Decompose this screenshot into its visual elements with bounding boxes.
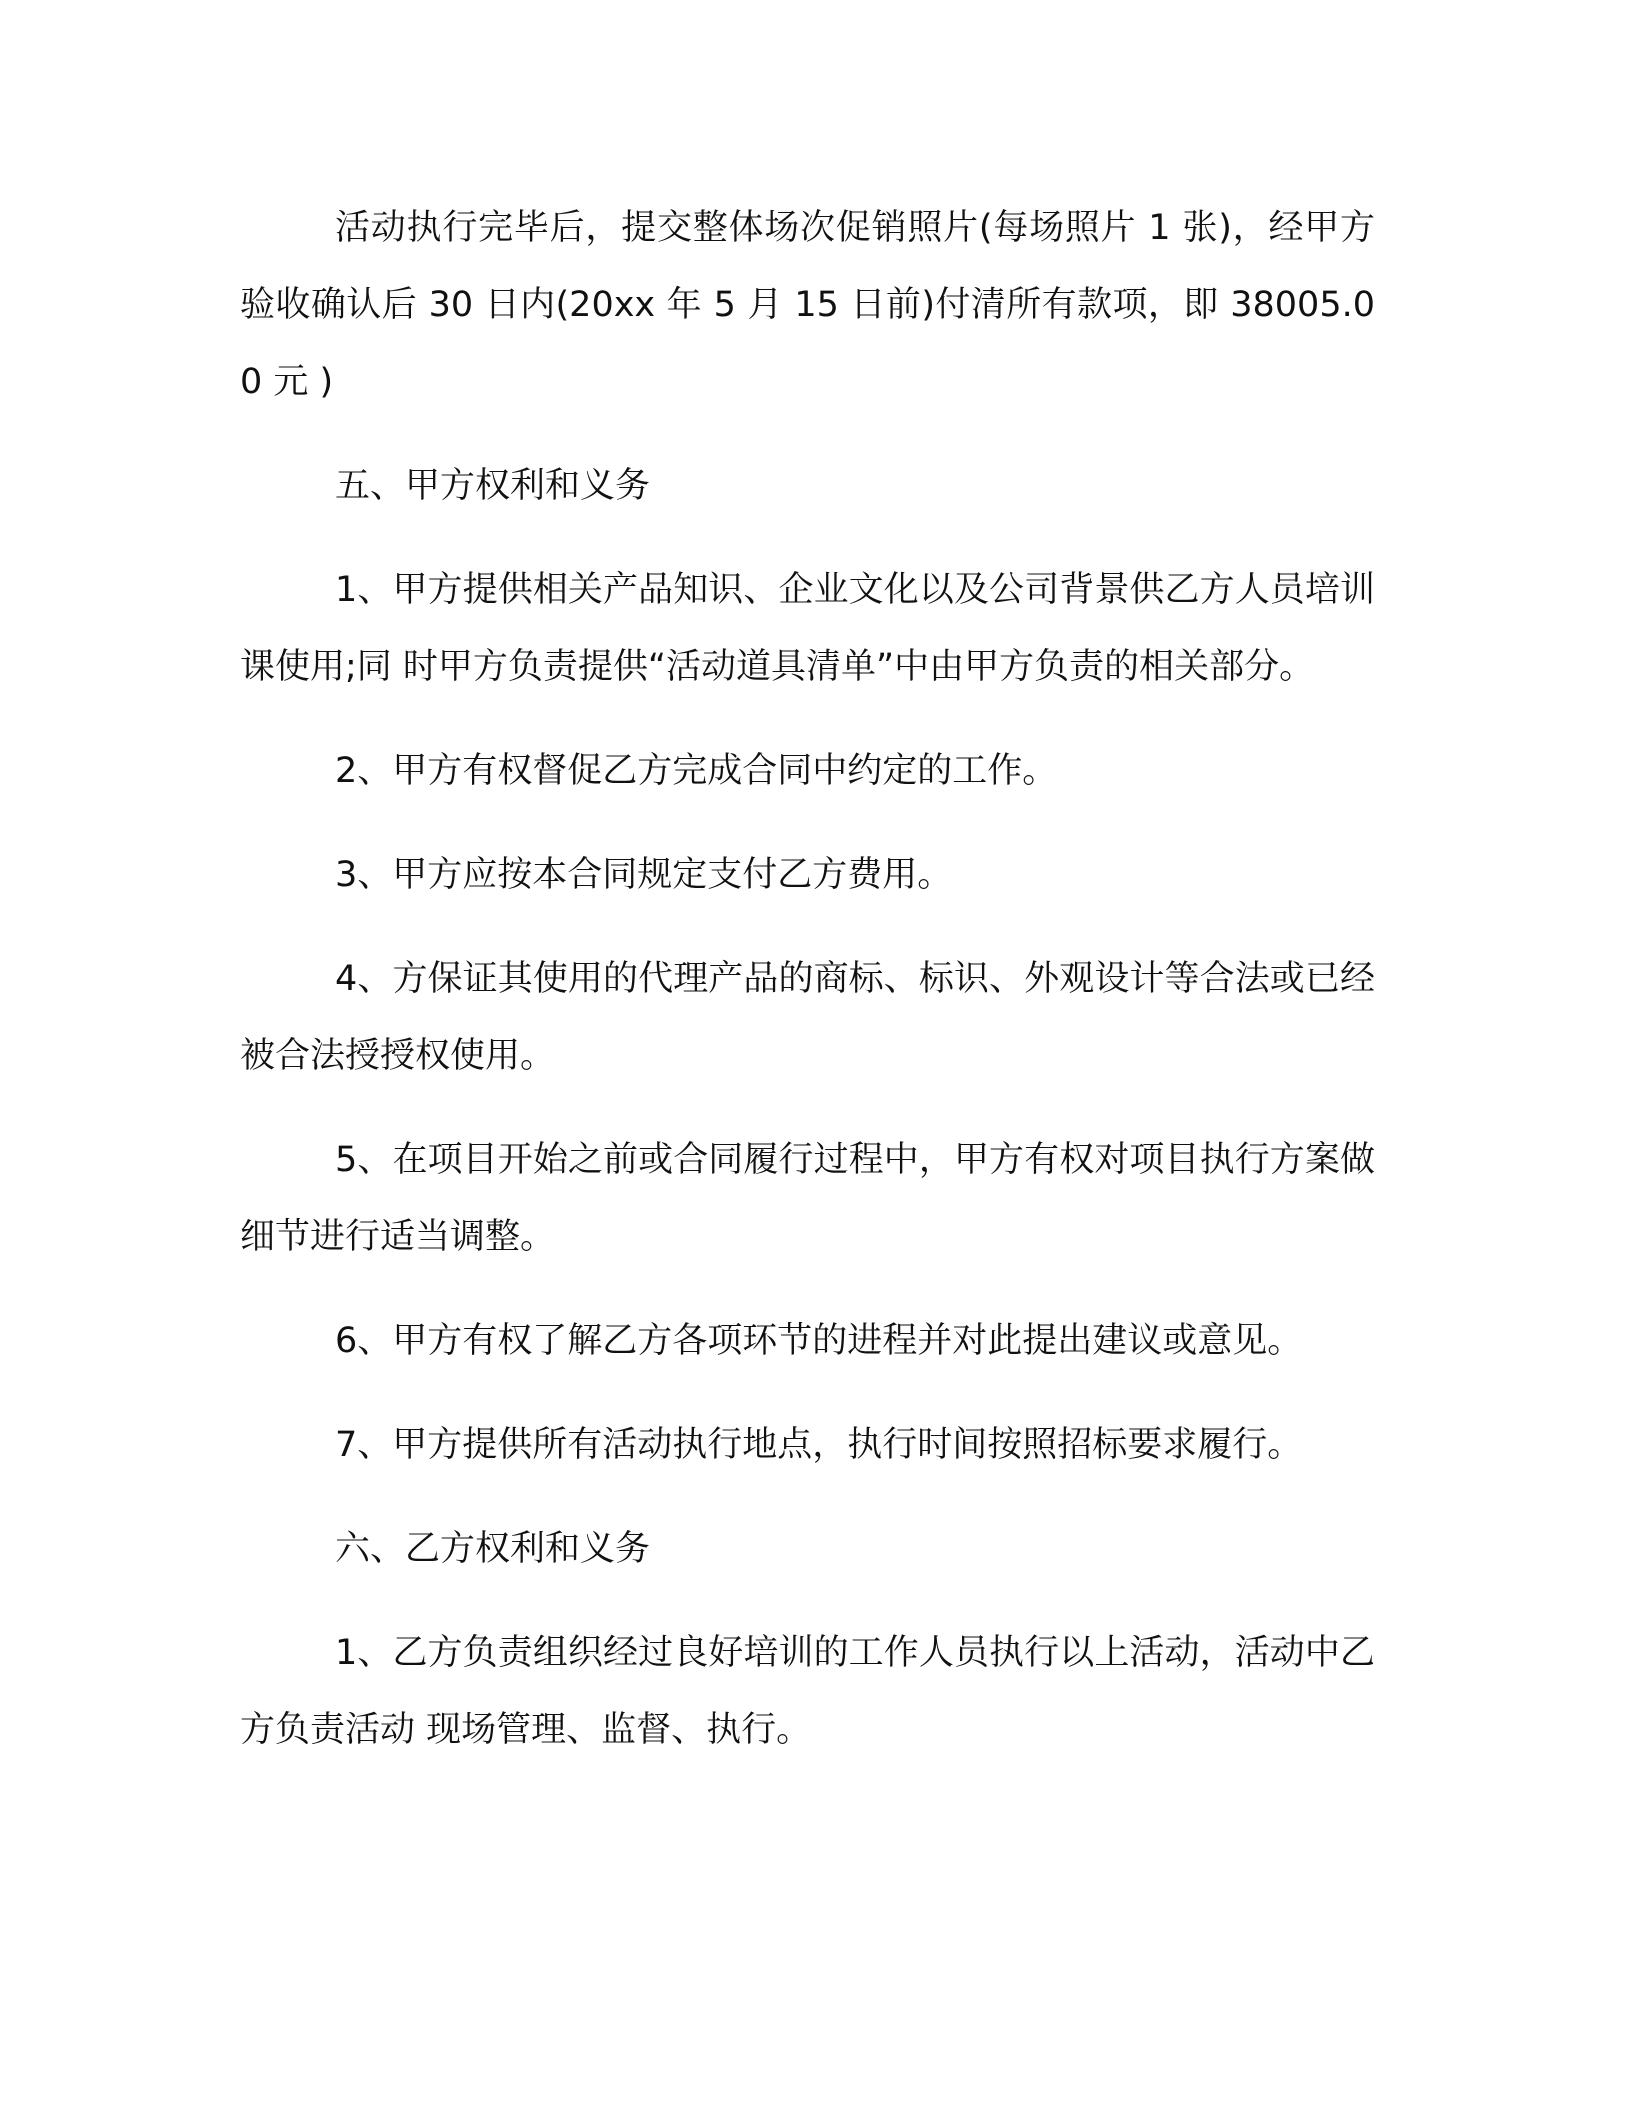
clause-a-7: 7、甲方提供所有活动执行地点，执行时间按照招标要求履行。 <box>335 1425 1303 1465</box>
clause-a-5: 5、在项目开始之前或合同履行过程中，甲方有权对项目执行方案做细节进行适当调整。 <box>240 1140 1375 1257</box>
clause-b-1: 1、乙方负责组织经过良好培训的工作人员执行以上活动，活动中乙方负责活动 现场管理、监督、执行。 <box>240 1633 1375 1750</box>
clause-a-6: 6、甲方有权了解乙方各项环节的进程并对此提出建议或意见。 <box>335 1321 1303 1361</box>
clause-a-1: 1、甲方提供相关产品知识、企业文化以及公司背景供乙方人员培训课使用;同 时甲方负责提供“活动道具清单”中由甲方负责的相关部分。 <box>240 570 1375 687</box>
clause-a-3: 3、甲方应按本合同规定支付乙方费用。 <box>335 855 953 895</box>
clause-a-4: 4、方保证其使用的代理产品的商标、标识、外观设计等合法或已经被合法授授权使用。 <box>240 959 1375 1076</box>
payment-paragraph: 活动执行完毕后，提交整体场次促销照片(每场照片 1 张)，经甲方验收确认后 30 日内(20xx 年 5 月 15 日前)付清所有款项，即 38005.00 元 ) <box>240 208 1375 402</box>
clause-a-2: 2、甲方有权督促乙方完成合同中约定的工作。 <box>335 751 1058 791</box>
document-body <box>240 190 1375 1796</box>
section-heading-party-b: 六、乙方权利和义务 <box>335 1529 651 1569</box>
section-heading-party-a: 五、甲方权利和义务 <box>335 466 651 506</box>
